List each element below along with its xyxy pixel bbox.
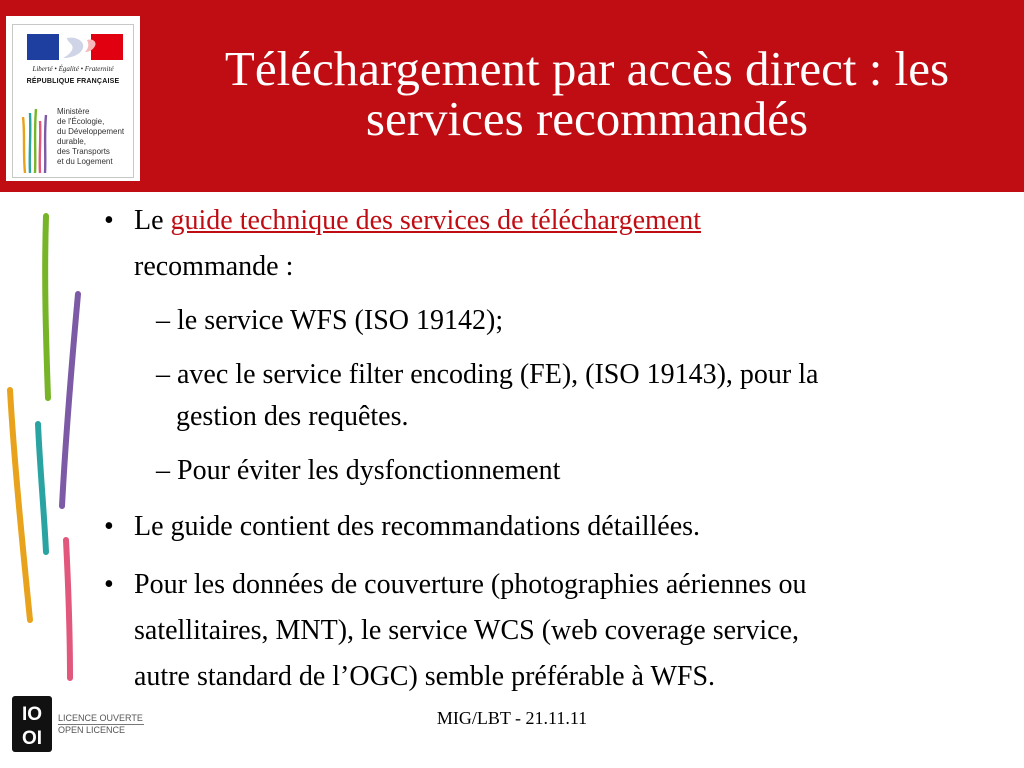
slide-header — [0, 0, 1024, 192]
ministry-line: Ministère — [57, 107, 90, 116]
licence-line-fr: LICENCE OUVERTE — [58, 713, 143, 723]
marianne-flag-icon — [27, 34, 123, 60]
slide-title-line: services recommandés — [365, 91, 809, 146]
bullet-item-3-line: satellitaires, MNT), le service WCS (web coverage service, — [134, 615, 799, 646]
bullet-item-1 — [134, 198, 701, 244]
slide-footer: MIG/LBT - 21.11.11 — [436, 708, 588, 728]
bullet-marker: • — [104, 205, 114, 236]
ministry-line: des Transports — [57, 147, 110, 156]
licence-badge-bottom: OI — [21, 728, 43, 749]
bullet-item-2: Le guide contient des recommandations détaillées. — [134, 511, 701, 542]
republique-francaise-logo — [12, 24, 134, 101]
licence-line-en: OPEN LICENCE — [58, 725, 126, 735]
government-logo — [6, 16, 140, 181]
ministry-strokes-icon — [19, 103, 49, 175]
sub-item-wfs: – le service WFS (ISO 19142); — [156, 305, 504, 336]
sub-item-filter-encoding-continuation: gestion des requêtes. — [176, 401, 409, 432]
slide-title-line: Téléchargement par accès direct : les — [224, 41, 950, 96]
guide-technique-link[interactable]: guide technique des services de téléchargement — [170, 205, 702, 236]
ministry-line: et du Logement — [57, 157, 113, 166]
decorative-strokes — [0, 200, 90, 690]
bullet-item-3-line: Pour les données de couverture (photographies aériennes ou — [134, 569, 807, 600]
bullet-marker: • — [104, 511, 114, 542]
republic-motto: Liberté • Égalité • Fraternité — [32, 65, 114, 73]
republic-name: RÉPUBLIQUE FRANÇAISE — [26, 78, 120, 85]
bullet-item-1-continuation: recommande : — [134, 251, 294, 282]
ministry-name — [57, 107, 133, 167]
slide-title — [150, 41, 1024, 146]
licence-badge-top: IO — [21, 704, 43, 725]
ministry-line: du Développement — [57, 127, 125, 136]
ministry-logo — [12, 99, 134, 178]
bullet-item-3-line: autre standard de l’OGC) semble préférable à WFS. — [134, 661, 716, 692]
ministry-line: durable, — [57, 137, 86, 146]
ministry-line: de l'Écologie, — [57, 117, 105, 126]
sub-item-filter-encoding: – avec le service filter encoding (FE), (ISO 19143), pour la — [156, 359, 819, 390]
bullet-marker: • — [104, 569, 114, 600]
bullet-prefix: Le — [134, 205, 171, 236]
sub-item-dysfonctionnement: – Pour éviter les dysfonctionnement — [156, 455, 561, 486]
